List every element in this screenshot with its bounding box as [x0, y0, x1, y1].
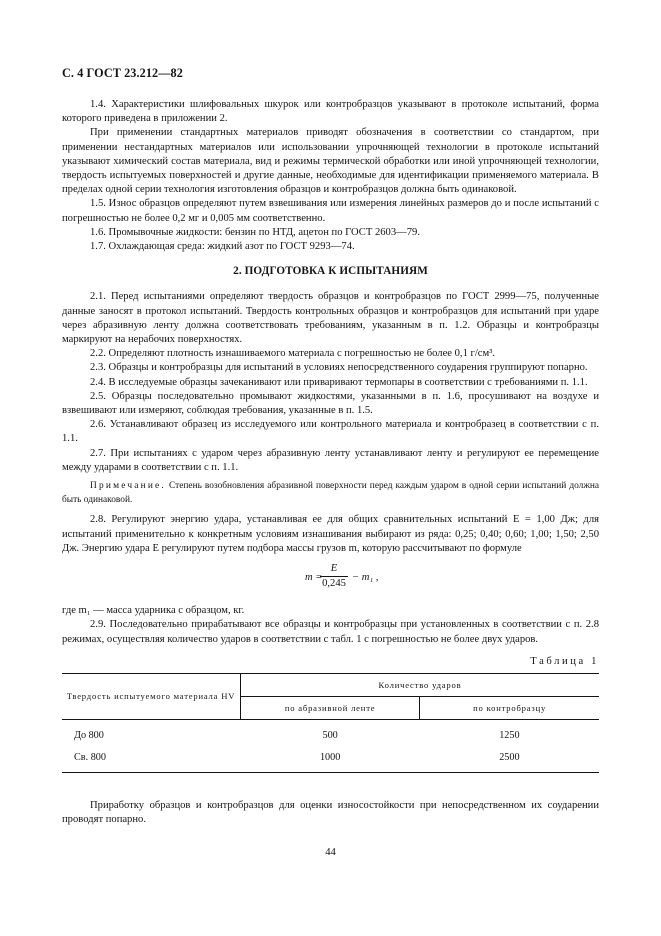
table-row: [62, 747, 599, 773]
table-col-hardness-header: Твердость испытуемого материала HV: [62, 673, 241, 719]
paragraph-2-4: 2.4. В исследуемые образцы зачеканивают или приваривают термопары в соответствии с требованиями п. 1.1.: [90, 376, 588, 388]
formula-numerator: E: [320, 562, 348, 577]
formula-lhs: m =: [305, 572, 323, 584]
section-title: 2. ПОДГОТОВКА К ИСПЫТАНИЯМ: [233, 265, 428, 278]
paragraph-1-7: 1.7. Охлаждающая среда: жидкий азот по ГОСТ 9293—74.: [90, 241, 355, 253]
note-text: Степень возобновления абразивной поверхности перед каждым ударом в одной серии испытаний должна быть одинаковой.: [62, 481, 599, 506]
paragraph-2-8: 2.8. Регулируют энергию удара, устанавливая ее для общих сравнительных испытаний E = 1,00 Дж; для испытаний применительно к конкретным условиям изнашивания выбирают из ряда: 0,25; 0,40; 0,60; 1,00; 1,50; 2,50 Дж. Энергию удара E регулируют путем подбора массы грузов m, которую рассчитывают по формуле: [62, 514, 599, 554]
paragraph-2-3: 2.3. Образцы и контробразцы для испытаний в условиях непосредственного соударения группируют попарно.: [90, 362, 588, 374]
table-cell: Св. 800: [62, 747, 241, 773]
table-caption: Таблица 1: [530, 655, 599, 667]
paragraph-1-5: 1.5. Износ образцов определяют путем взвешивания или измерения линейных размеров до и после испытаний с погрешностью не более 0,2 мг и 0,005 мм соответственно.: [62, 198, 599, 224]
paragraph-2-5: 2.5. Образцы последовательно промывают жидкостями, указанными в п. 1.6, просушивают на воздухе и взвешивают или измеряют, соблюдая требования, указанные в п. 1.5.: [62, 390, 599, 417]
table-row: [62, 719, 599, 747]
table-cell: До 800: [74, 729, 104, 741]
paragraph-2-1: 2.1. Перед испытаниями определяют твердость образцов и контробразцов по ГОСТ 2999—75, полученные данные заносят в протокол испытаний. Твердость контрольных образцов и контробразцов для испытаний при ударе через абразивную ленту должна соответствовать требованиям, указанным в п. 1.2. Образцы и контробразцы маркируют на нерабочих поверхностях.: [62, 291, 599, 346]
table-cell: 1000: [241, 747, 420, 773]
table-subheader-counter: по контробразцу: [420, 696, 599, 719]
paragraph-2-7: 2.7. При испытаниях с ударом через абразивную ленту устанавливают ленту и регулируют ее перемещение между ударами в соответствии с п. 1.1.: [62, 447, 599, 473]
paragraph-1-6: 1.6. Промывочные жидкости: бензин по НТД, ацетон по ГОСТ 2603—79.: [90, 226, 420, 238]
table-cell: 2500: [420, 747, 599, 773]
formula-rhs: − m₁ ,: [352, 572, 379, 584]
note-label: Примечание.: [90, 481, 166, 492]
paragraph-2-6: 2.6. Устанавливают образец из исследуемого или контрольного материала и контробразец в соответствии с п. 1.1.: [62, 419, 599, 445]
document-body: [62, 98, 599, 827]
table-subheader-belt: по абразивной ленте: [241, 696, 420, 719]
mass-formula: [62, 562, 599, 596]
table-cell: 1250: [499, 729, 520, 741]
running-header: С. 4 ГОСТ 23.212—82: [62, 66, 183, 80]
table-1: [62, 673, 599, 773]
formula-fraction: [320, 562, 348, 591]
formula-denominator: 0,245: [322, 578, 346, 590]
final-paragraph: Приработку образцов и контробразцов для оценки износостойкости при непосредственном их соударении проводят попарно.: [62, 799, 599, 826]
paragraph-1-4: 1.4. Характеристики шлифовальных шкурок или контробразцов указывают в протоколе испытаний, форма которого приведена в приложении 2.: [62, 99, 599, 125]
table-header-row: [62, 673, 599, 696]
table-cell: 500: [322, 729, 338, 741]
note: [62, 479, 599, 507]
paragraph-materials: При применении стандартных материалов приводят обозначения в соответствии со стандартом, при применении нестандартных материалов или использовании упрочняющей технологии в протоколе испытаний указывают химический состав материала, вид и режимы термической обработки или иной упрочняющей технологии, твердость испытуемых поверхностей и другие данные, необходимые для идентификации применяемого материала. В пределах одной серии технология изготовления образцов и контробразцов должна быть одинаковой.: [62, 127, 599, 196]
table-group-header: Количество ударов: [241, 673, 600, 696]
formula-where: где m₁ — масса ударника с образцом, кг.: [62, 605, 245, 617]
paragraph-2-9: 2.9. Последовательно прирабатывают все образцы и контробразцы при установленных в соответствии с п. 2.8 режимах, осуществляя количество ударов в соответствии с табл. 1 с погрешностью не более двух ударов.: [62, 619, 599, 645]
page-number: 44: [325, 847, 336, 858]
paragraph-2-2: 2.2. Определяют плотность изнашиваемого материала с погрешностью не более 0,1 г/см³.: [90, 348, 496, 360]
